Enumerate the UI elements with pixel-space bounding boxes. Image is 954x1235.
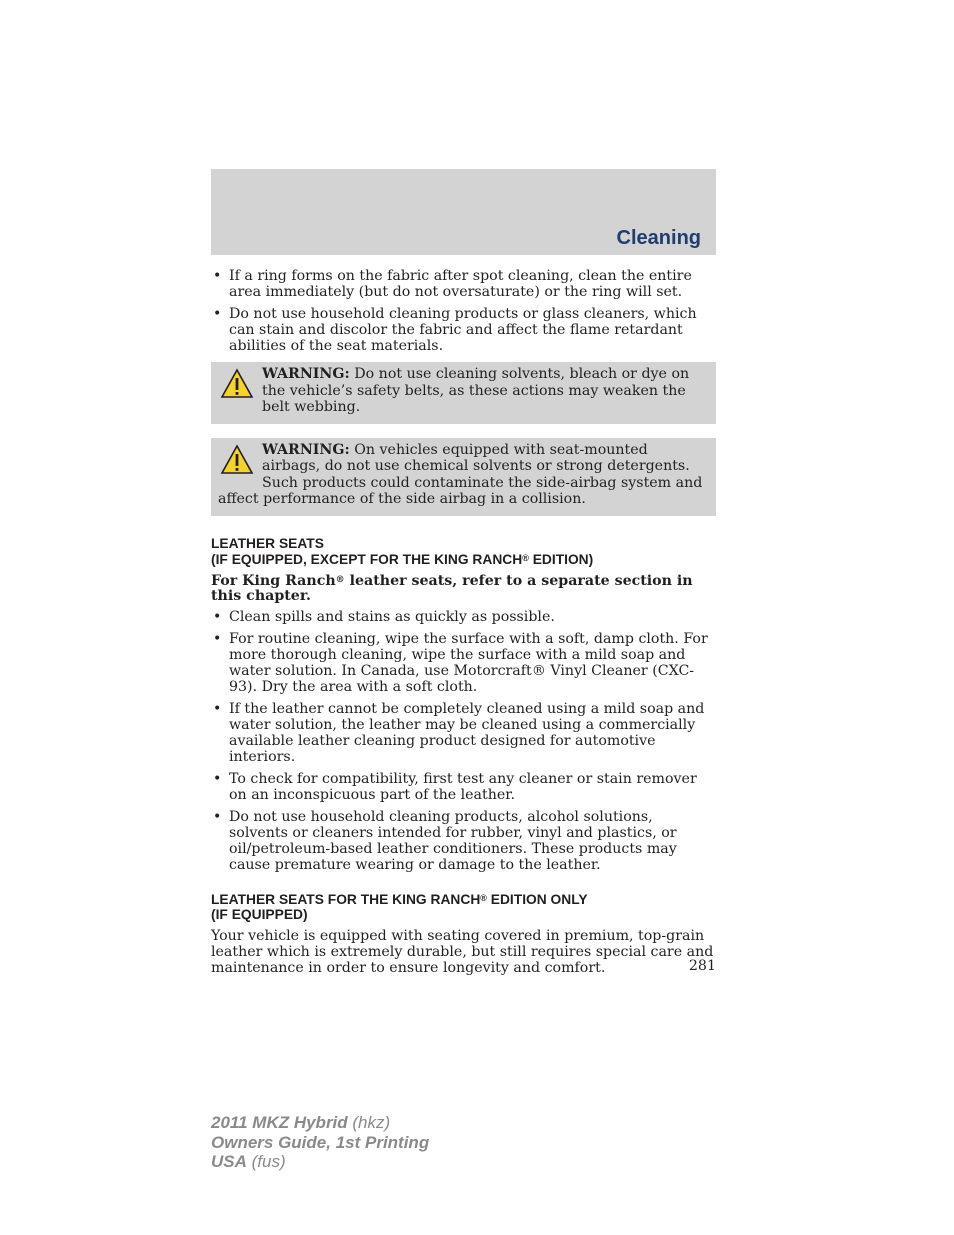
list-item: • If a ring forms on the fabric after spot cleaning, clean the entire area immediately (but do not oversaturate) or the ring will set. [211, 268, 716, 300]
warning-triangle-icon [220, 368, 254, 400]
registered-mark: ® [522, 552, 529, 563]
list-item: • Do not use household cleaning products or glass cleaners, which can stain and discolor the fabric and affect the flame retardant abilities of the seat materials. [211, 306, 716, 354]
king-ranch-note: For King Ranch® leather seats, refer to a separate section in this chapter. [211, 572, 693, 604]
heading-line: EDITION) [528, 551, 594, 567]
heading-line: LEATHER SEATS FOR THE KING RANCH [211, 891, 481, 907]
heading-line: EDITION ONLY [486, 891, 588, 907]
warning-text: On vehicles equipped with seat-mounted airbags, do not use chemical solvents or strong detergents. Such products could contaminate the side-airbag system and affect performance of the side airbag in a collision. [218, 441, 703, 507]
warning-box-airbags [211, 438, 716, 516]
warning-text: Do not use cleaning solvents, bleach or dye on the vehicle’s safety belts, as these actions may weaken the belt webbing. [262, 366, 690, 415]
section-title: Cleaning [616, 227, 701, 249]
warning-label: WARNING: [262, 441, 350, 458]
registered-mark: ® [480, 892, 487, 903]
list-item: • If the leather cannot be completely cleaned using a mild soap and water solution, the leather may be cleaned using a commercially available leather cleaning product designed for automotive interiors. [211, 701, 716, 765]
heading-line: (IF EQUIPPED, EXCEPT FOR THE KING RANCH [211, 551, 523, 567]
page-content [211, 268, 716, 976]
registered-mark: ® [335, 574, 345, 585]
list-item: • To check for compatibility, first test any cleaner or stain remover on an inconspicuous part of the leather. [211, 771, 716, 803]
king-ranch-paragraph: Your vehicle is equipped with seating covered in premium, top-grain leather which is extremely durable, but still requires special care and maintenance in order to ensure longevity and comfort. [211, 927, 714, 976]
warning-box-safety-belts [211, 362, 716, 424]
warning-label: WARNING: [262, 366, 350, 382]
document-footer: 2011 MKZ Hybrid (hkz) Owners Guide, 1st Printing USA (fus) [211, 1113, 430, 1171]
warning-triangle-icon [220, 444, 254, 476]
heading-line: (IF EQUIPPED) [211, 906, 308, 922]
section-heading-king-ranch [211, 891, 716, 922]
list-item: • Do not use household cleaning products, alcohol solutions, solvents or cleaners intended for rubber, vinyl and plastics, or oil/petroleum-based leather conditioners. These products may cause premature wearing or damage to the leather. [211, 809, 716, 873]
heading-line: LEATHER SEATS [211, 535, 324, 551]
fabric-cleaning-list [211, 268, 716, 354]
list-item: • For routine cleaning, wipe the surface with a soft, damp cloth. For more thorough cleaning, wipe the surface with a mild soap and water solution. In Canada, use Motorcraft® Vinyl Cleaner (CXC-93). Dry the area with a soft cloth. [211, 631, 716, 695]
section-header-bar [211, 169, 716, 255]
page-number: 281 [688, 958, 716, 974]
list-item: • Clean spills and stains as quickly as possible. [211, 609, 716, 625]
section-heading-leather-seats [211, 536, 716, 567]
leather-cleaning-list [211, 609, 716, 873]
